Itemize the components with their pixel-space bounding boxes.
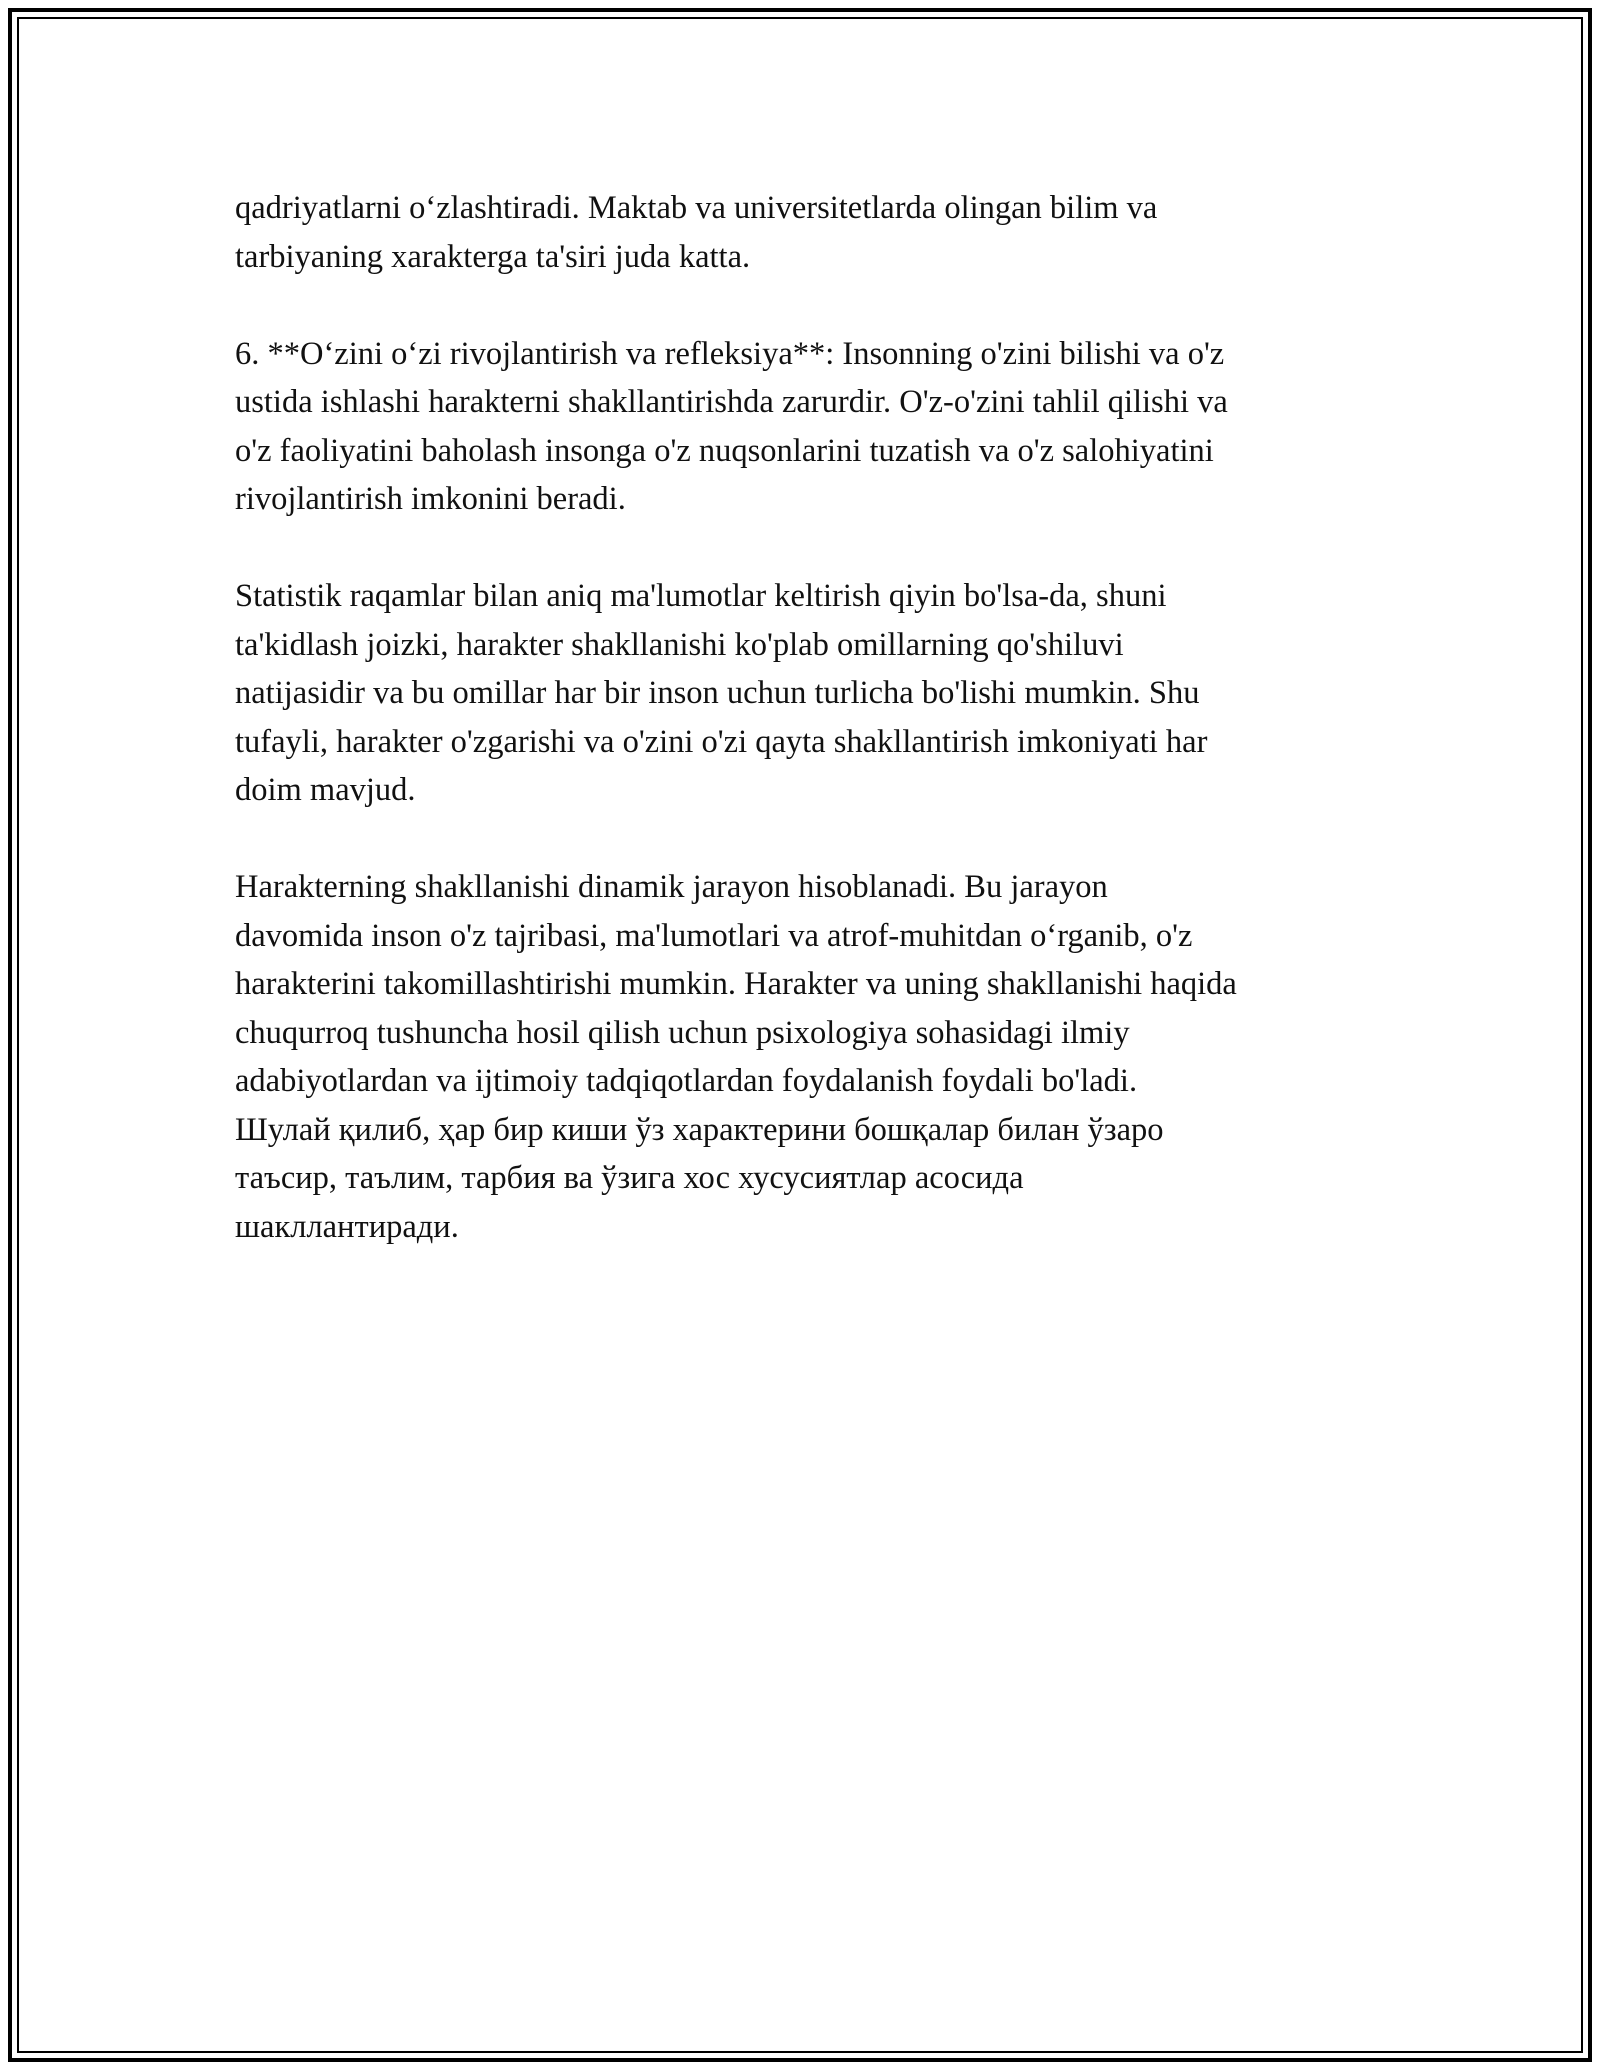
document-body [235, 184, 1395, 1251]
paragraph-self-development: 6. **O‘zini o‘zi rivojlantirish va refleksiya**: Insonning o'zini bilishi va o'z ustida ishlashi harakterni shakllantirishda zarurdir. O'z-o'zini tahlil qilishi va o'z faoliyatini baholash insonga o'z nuqsonlarini tuzatish va o'z salohiyatini rivojlantirish imkonini beradi. [235, 335, 1228, 517]
paragraph-values-education: qadriyatlarni o‘zlashtiradi. Maktab va universitetlarda olingan bilim va tarbiyaning xarakterga ta'siri juda katta. [235, 190, 1158, 275]
paragraph-conclusion: Harakterning shakllanishi dinamik jarayon hisoblanadi. Bu jarayon davomida inson o'z tajribasi, ma'lumotlari va atrof-muhitdan o‘rganib, o'z harakterini takomillashtirishi mumkin. Harakter va uning shakllanishi haqida chuqurroq tushuncha hosil qilish uchun psixologiya sohasidagi ilmiy adabiyotlardan va ijtimoiy tadqiqotlardan foydalanish foydali bo'ladi. Шулай қилиб, ҳар бир киши ўз характерини бошқалар билан ўзаро таъсир, таълим, тарбия ва ўзига хос хусусиятлар асосида шакллантиради. [235, 869, 1237, 1245]
paragraph-statistics: Statistik raqamlar bilan aniq ma'lumotlar keltirish qiyin bo'lsa-da, shuni ta'kidlash joizki, harakter shakllanishi ko'plab omillarning qo'shiluvi natijasidir va bu omillar har bir inson uchun turlicha bo'lishi mumkin. Shu tufayli, harakter o'zgarishi va o'zini o'zi qayta shakllantirish imkoniyati har doim mavjud. [235, 578, 1208, 808]
